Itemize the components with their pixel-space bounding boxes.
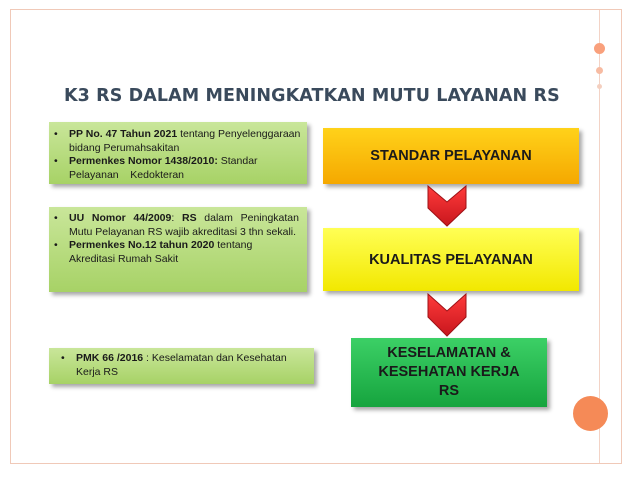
standar-pelayanan-box: [323, 128, 579, 184]
regulation-item: • PMK 66 /2016 : Keselamatan dan Kesehatan Kerja RS: [59, 352, 308, 379]
decorative-vertical-line: [599, 10, 600, 463]
box-label: KUALITAS PELAYANAN: [369, 251, 533, 268]
slide-title: K3 RS DALAM MENINGKATKAN MUTU LAYANAN RS: [64, 86, 560, 106]
keselamatan-kesehatan-kerja-box: [351, 338, 547, 407]
box-label-line: KESEHATAN KERJA: [378, 364, 520, 380]
regulation-box-2: [49, 207, 307, 292]
down-chevron-arrow-icon: [425, 184, 469, 228]
down-chevron-arrow-icon: [425, 292, 469, 338]
regulation-item: • UU Nomor 44/2009: RS dalam Peningkatan Mutu Pelayanan RS wajib akreditasi 3 thn sekali.: [52, 212, 299, 239]
regulation-item: • Permenkes Nomor 1438/2010: Standar Pelayanan Kedokteran: [52, 155, 301, 182]
box-label-line: RS: [438, 383, 460, 399]
decorative-orange-circle: [573, 396, 608, 431]
decorative-dot: [597, 84, 602, 89]
regulation-item: • Permenkes No.12 tahun 2020 tentang Akreditasi Rumah Sakit: [52, 239, 299, 266]
regulation-box-3: [49, 348, 314, 384]
decorative-dot: [596, 67, 603, 74]
box-label: STANDAR PELAYANAN: [370, 148, 532, 164]
decorative-dot: [594, 43, 605, 54]
kualitas-pelayanan-box: [323, 228, 579, 291]
regulation-box-1: [49, 122, 307, 184]
box-label-line: KESELAMATAN &: [387, 345, 511, 361]
regulation-item: • PP No. 47 Tahun 2021 tentang Penyelenggaraan bidang Perumahsakitan: [52, 128, 301, 155]
